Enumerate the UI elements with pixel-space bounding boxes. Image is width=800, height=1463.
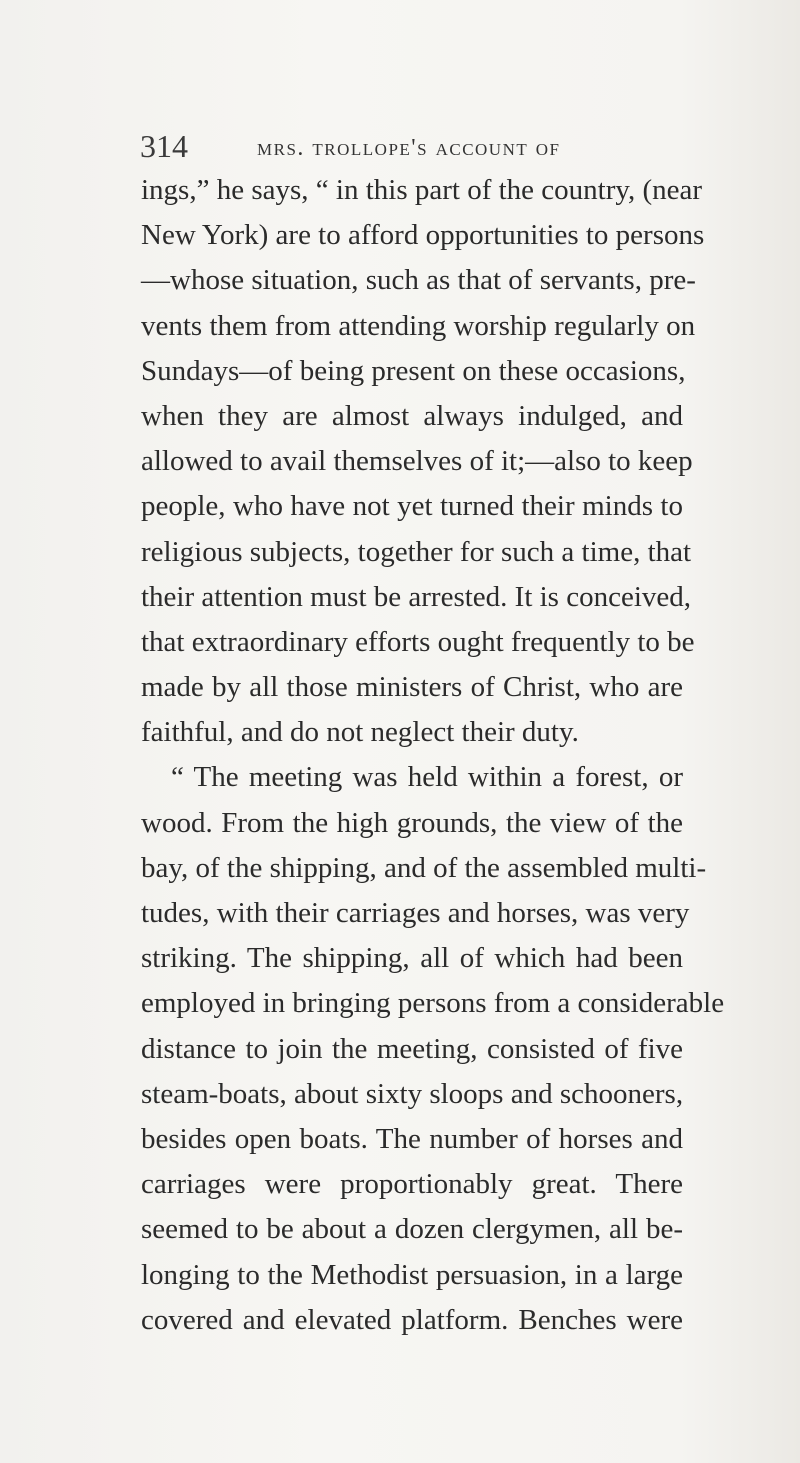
text-line: their attention must be arrested. It is conceived, [141, 580, 692, 613]
text-line: covered and elevated platform. Benches were [141, 1303, 683, 1336]
text-line: religious subjects, together for such a time, that [141, 535, 692, 568]
text-line: allowed to avail themselves of it;—also to keep [141, 445, 693, 478]
text-line: bay, of the shipping, and of the assembled multi- [141, 851, 707, 884]
text-line: “ The meeting was held within a forest, or [171, 761, 683, 794]
text-line: carriages were proportionably great. There [141, 1168, 683, 1201]
text-line: employed in bringing persons from a considerable [141, 987, 725, 1020]
text-line: New York) are to afford opportunities to persons [141, 219, 705, 252]
text-line: tudes, with their carriages and horses, was very [141, 897, 690, 929]
text-line: made by all those ministers of Christ, who are [141, 671, 683, 704]
text-line: striking. The shipping, all of which had been [141, 942, 683, 975]
text-line: wood. From the high grounds, the view of the [141, 806, 683, 839]
text-line: besides open boats. The number of horses and [141, 1122, 683, 1155]
running-title: mrs. trollope's account of [257, 135, 561, 161]
text-line: ings,” he says, “ in this part of the country, (near [141, 174, 703, 206]
text-line: when they are almost always indulged, and [141, 399, 683, 432]
page-header [140, 130, 700, 170]
text-line: longing to the Methodist persuasion, in a large [141, 1258, 683, 1291]
text-line: people, who have not yet turned their minds to [141, 490, 683, 523]
text-line: distance to join the meeting, consisted of five [141, 1032, 683, 1065]
text-line: —whose situation, such as that of servants, pre- [141, 264, 696, 297]
text-line: seemed to be about a dozen clergymen, all be- [141, 1213, 683, 1246]
body-text [141, 168, 725, 1343]
text-line: steam-boats, about sixty sloops and schooners, [141, 1077, 684, 1110]
text-line: Sundays—of being present on these occasions, [141, 354, 686, 387]
text-line: vents them from attending worship regularly on [141, 309, 696, 342]
page-number: 314 [140, 128, 188, 164]
text-line: that extraordinary efforts ought frequently to be [141, 625, 695, 658]
text-line: faithful, and do not neglect their duty. [141, 716, 579, 749]
